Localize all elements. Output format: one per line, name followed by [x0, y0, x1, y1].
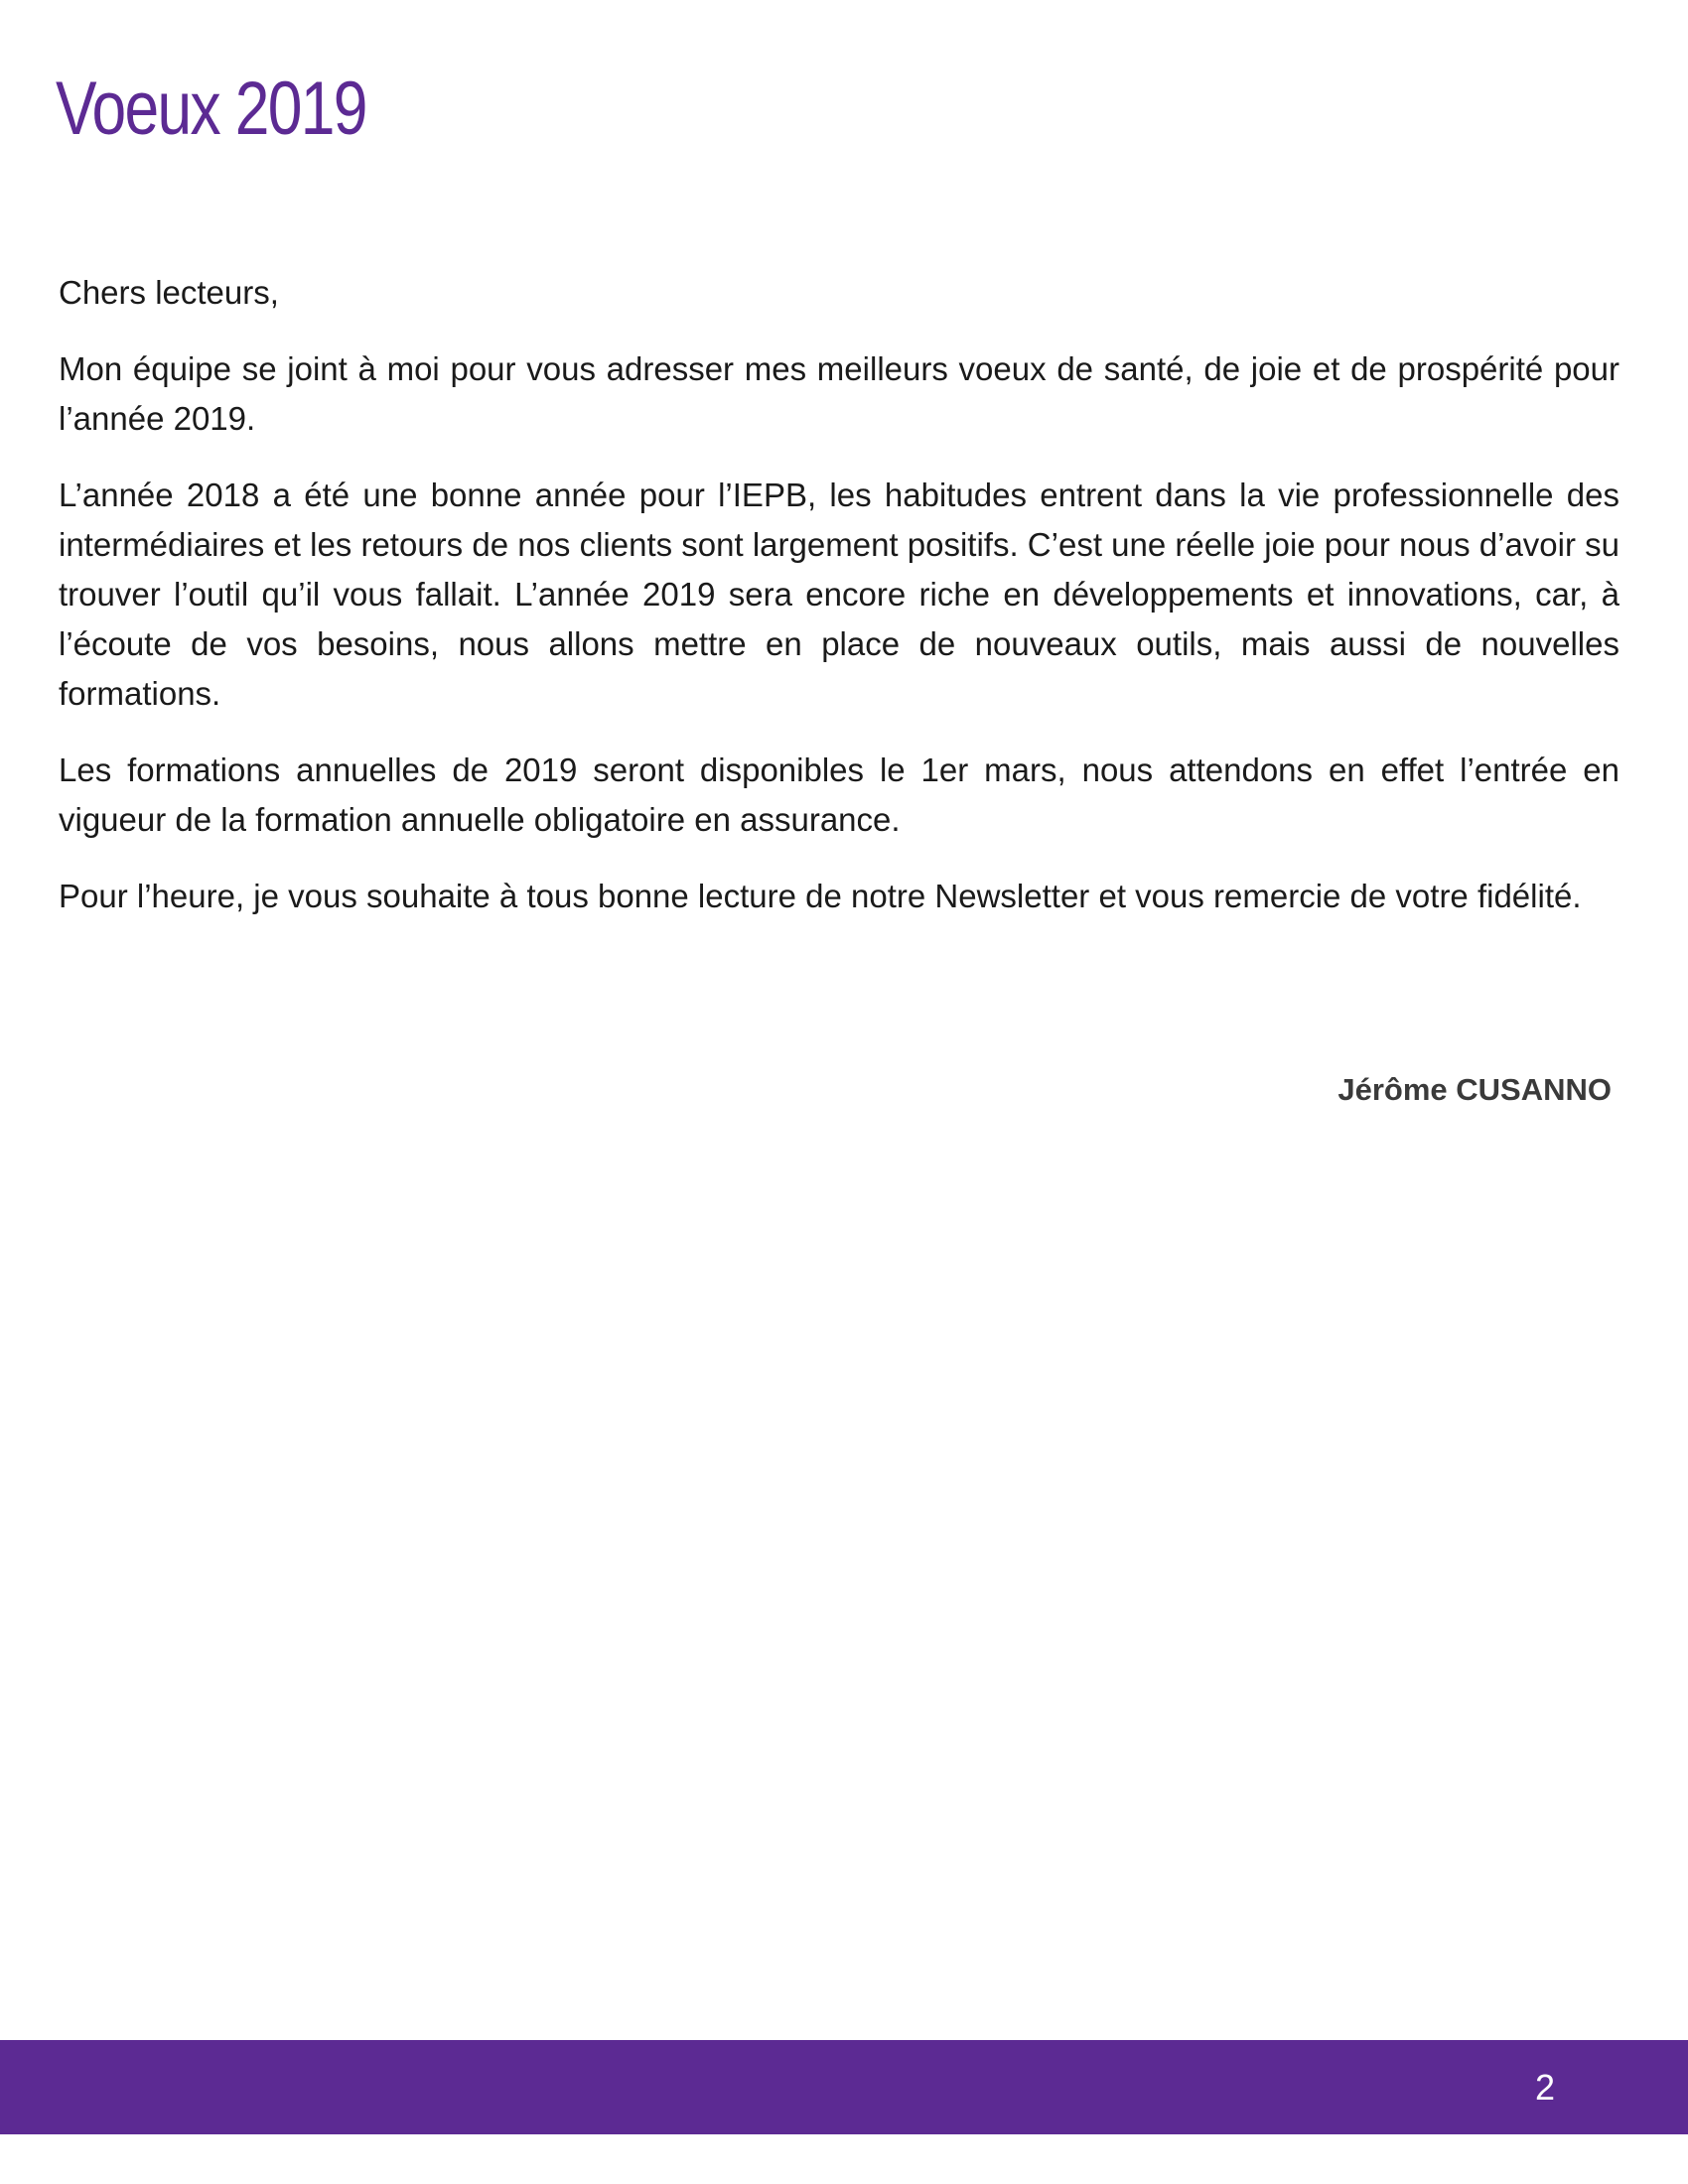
letter-paragraph-trainings: Les formations annuelles de 2019 seront disponibles le 1er mars, nous attendons en effet l’entrée en vigueur de la formation annuelle obligatoire en assurance. [59, 751, 1619, 838]
letter-body [59, 268, 1619, 948]
letter-paragraph-closing: Pour l’heure, je vous souhaite à tous bonne lecture de notre Newsletter et vous remercie de votre fidélité. [59, 878, 1582, 914]
page-number: 2 [1534, 2067, 1555, 2108]
signature: Jérôme CUSANNO [1337, 1072, 1612, 1107]
page-footer [0, 2040, 1688, 2134]
page-title: Voeux 2019 [56, 67, 366, 151]
letter-greeting: Chers lecteurs, [59, 274, 279, 311]
letter-paragraph-wishes: Mon équipe se joint à moi pour vous adresser mes meilleurs voeux de santé, de joie et de prospérité pour l’année 2019. [59, 350, 1619, 437]
letter-paragraph-year-review: L’année 2018 a été une bonne année pour l’IEPB, les habitudes entrent dans la vie professionnelle des intermédiaires et les retours de nos clients sont largement positifs. C’est une réelle joie pour nous d’avoir su trouver l’outil qu’il vous fallait. L’année 2019 sera encore riche en développements et innovations, car, à l’écoute de vos besoins, nous allons mettre en place de nouveaux outils, mais aussi de nouvelles formations. [59, 477, 1619, 712]
